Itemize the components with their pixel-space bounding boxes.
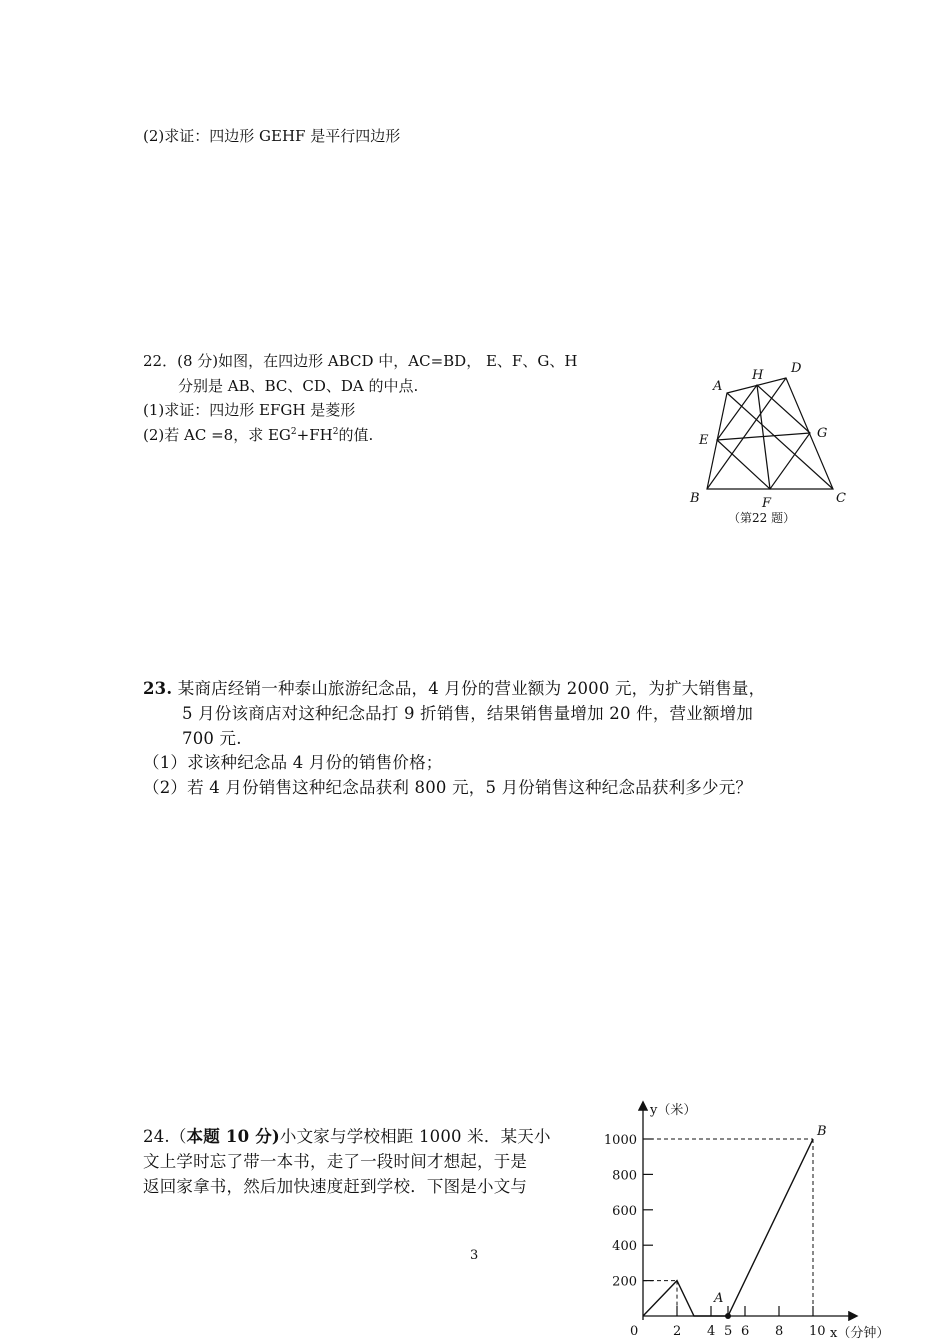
x-axis-label: x（分钟）: [830, 1326, 890, 1341]
page-number: 3: [470, 1248, 479, 1263]
q24-line2: 文上学时忘了带一本书，走了一段时间才想起，于是: [143, 1152, 528, 1171]
figure-caption: （第22 题）: [728, 511, 796, 525]
y-tick-label: 200: [612, 1274, 637, 1290]
origin-label: 0: [630, 1324, 639, 1339]
x-tick-label: 8: [775, 1324, 784, 1339]
q23-part1: （1）求该种纪念品 4 月份的销售价格；: [143, 753, 443, 772]
y-tick-label: 400: [612, 1239, 637, 1255]
x-tick-label: 2: [673, 1324, 682, 1339]
point-b-label: B: [817, 1124, 827, 1139]
x-tick-label: 4: [707, 1324, 716, 1339]
q23-line1: 23. 某商店经销一种泰山旅游纪念品，4 月份的营业额为 2000 元，为扩大销售量，: [143, 679, 766, 698]
label-e: E: [699, 433, 709, 448]
label-g: G: [817, 426, 828, 441]
q22-part1: (1)求证：四边形 EFGH 是菱形: [143, 401, 356, 419]
q23-part2: （2）若 4 月份销售这种纪念品获利 800 元，5 月份销售这种纪念品获利多少元？: [143, 778, 753, 797]
point-a-label: A: [714, 1291, 724, 1306]
label-b: B: [690, 491, 700, 506]
q22-quadrilateral-figure: [680, 355, 855, 530]
q22-part2: (2)若 AC =8，求 $EG^2+FH^2$的值.: [143, 426, 374, 444]
x-tick-label: 6: [741, 1324, 750, 1339]
q24-line3: 返回家拿书，然后加快速度赶到学校．下图是小文与: [143, 1177, 528, 1196]
y-tick-label: 1000: [603, 1133, 637, 1148]
label-c: C: [836, 491, 846, 506]
x-tick-label: 5: [724, 1324, 733, 1339]
x-tick-label: 10: [809, 1324, 826, 1339]
q23-line2: 5 月份该商店对这种纪念品打 9 折销售，结果销售量增加 20 件，营业额增加: [182, 704, 754, 723]
label-d: D: [791, 361, 802, 376]
label-f: F: [762, 496, 772, 511]
point-a-dot: [725, 1313, 731, 1319]
distance-time-graph: [600, 1095, 900, 1344]
q24-line1: 24.（本题 10 分)小文家与学校相距 1000 米．某天小: [143, 1127, 551, 1146]
series-line: [643, 1139, 813, 1316]
y-tick-label: 800: [612, 1168, 637, 1184]
q22-line2: 分别是 AB、BC、CD、DA 的中点.: [178, 377, 419, 395]
y-tick-label: 600: [612, 1203, 637, 1219]
q21-part2: (2)求证：四边形 GEHF 是平行四边形: [143, 127, 401, 145]
label-h: H: [752, 368, 764, 383]
label-a: A: [713, 379, 723, 394]
q23-line3: 700 元.: [182, 729, 242, 748]
q22-line1: 22．(8 分)如图，在四边形 ABCD 中，AC=BD， E、F、G、H: [143, 352, 578, 370]
y-axis-label: y（米）: [650, 1103, 697, 1118]
